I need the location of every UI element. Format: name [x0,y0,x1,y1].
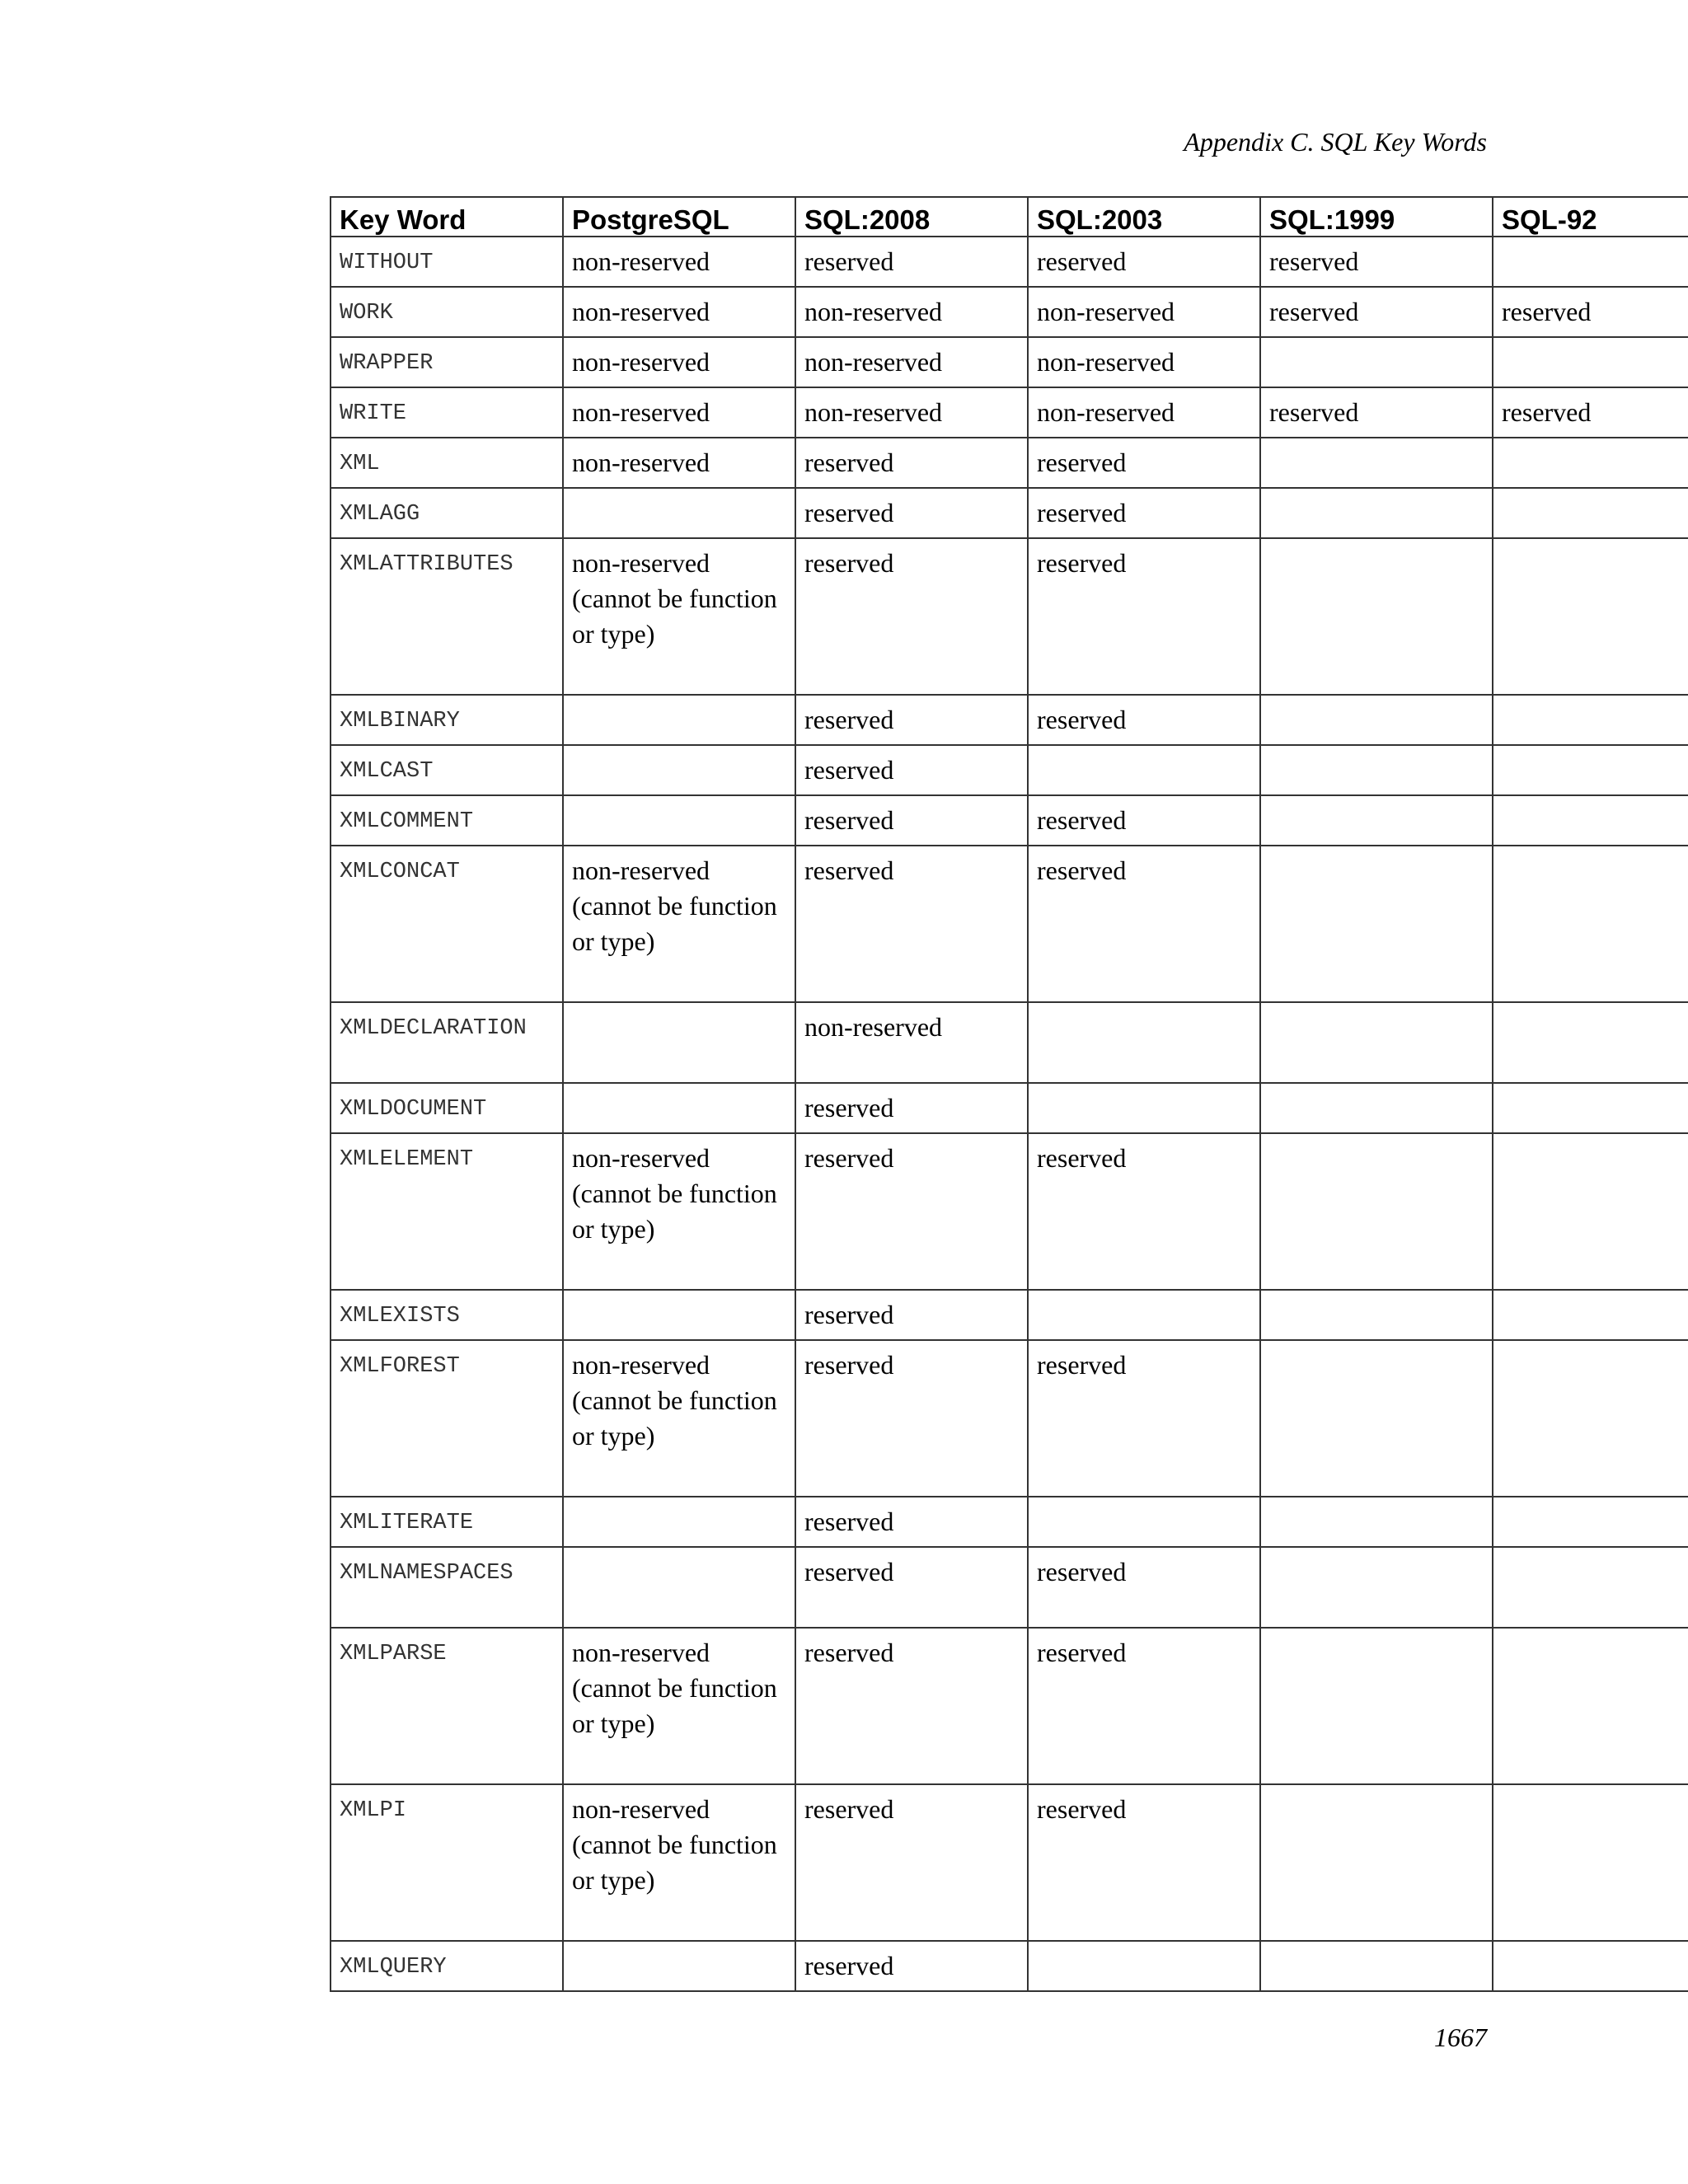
table-row [331,387,1688,438]
postgresql-cell: non-reserved [563,387,795,438]
sql92-cell [1493,695,1688,745]
sql2003-cell [1028,1290,1260,1340]
page-number: 1667 [1434,2022,1487,2052]
sql1999-cell [1260,1628,1493,1784]
postgresql-cell: non-reserved (cannot be function or type) [563,1340,795,1497]
postgresql-cell [563,1547,795,1628]
table-row [331,745,1688,795]
postgresql-cell [563,745,795,795]
sql2003-cell [1028,1497,1260,1547]
sql2008-cell: reserved [795,1290,1028,1340]
sql92-cell [1493,1628,1688,1784]
sql1999-cell [1260,1547,1493,1628]
column-header-keyword: Key Word [331,197,563,237]
keyword-cell: XMLNAMESPACES [331,1547,563,1628]
sql1999-cell [1260,488,1493,538]
header-row [331,197,1688,237]
postgresql-cell: non-reserved (cannot be function or type) [563,1628,795,1784]
sql2003-cell: reserved [1028,1547,1260,1628]
sql2008-cell: reserved [795,1941,1028,1991]
sql2008-cell: reserved [795,1133,1028,1290]
table-row [331,287,1688,337]
sql92-cell [1493,1941,1688,1991]
sql2003-cell: reserved [1028,795,1260,846]
sql92-cell [1493,438,1688,488]
table-row [331,695,1688,745]
table-row [331,1083,1688,1133]
sql2008-cell: non-reserved [795,287,1028,337]
keyword-cell: WITHOUT [331,237,563,287]
sql1999-cell [1260,1133,1493,1290]
table-row [331,1547,1688,1628]
sql2008-cell: reserved [795,1547,1028,1628]
sql2008-cell: reserved [795,237,1028,287]
sql1999-cell [1260,795,1493,846]
column-header-postgresql: PostgreSQL [563,197,795,237]
postgresql-cell [563,1290,795,1340]
sql92-cell [1493,1133,1688,1290]
sql2008-cell: reserved [795,1340,1028,1497]
table-row [331,795,1688,846]
sql92-cell [1493,337,1688,387]
sql2008-cell: reserved [795,538,1028,695]
keyword-cell: XMLAGG [331,488,563,538]
keyword-cell: XMLELEMENT [331,1133,563,1290]
sql92-cell [1493,538,1688,695]
postgresql-cell [563,1941,795,1991]
sql92-cell [1493,1784,1688,1941]
sql1999-cell [1260,1002,1493,1083]
sql92-cell [1493,1002,1688,1083]
postgresql-cell [563,488,795,538]
keyword-cell: XMLITERATE [331,1497,563,1547]
sql2008-cell: non-reserved [795,1002,1028,1083]
postgresql-cell: non-reserved (cannot be function or type) [563,846,795,1002]
sql2008-cell: reserved [795,1497,1028,1547]
sql2008-cell: reserved [795,1083,1028,1133]
table-row [331,1497,1688,1547]
sql2003-cell: reserved [1028,538,1260,695]
table-row [331,488,1688,538]
column-header-sql1999: SQL:1999 [1260,197,1493,237]
table-row [331,237,1688,287]
postgresql-cell: non-reserved [563,237,795,287]
sql1999-cell [1260,1290,1493,1340]
keyword-cell: XMLDECLARATION [331,1002,563,1083]
sql1999-cell [1260,1941,1493,1991]
sql2003-cell: reserved [1028,695,1260,745]
table-row [331,1340,1688,1497]
sql1999-cell [1260,438,1493,488]
keyword-table [330,196,1688,1992]
sql1999-cell [1260,337,1493,387]
keyword-cell: WRAPPER [331,337,563,387]
postgresql-cell [563,1002,795,1083]
keyword-cell: XMLCOMMENT [331,795,563,846]
sql2008-cell: non-reserved [795,337,1028,387]
column-header-sql2008: SQL:2008 [795,197,1028,237]
sql2003-cell: reserved [1028,237,1260,287]
postgresql-cell: non-reserved (cannot be function or type) [563,1784,795,1941]
sql2003-cell: reserved [1028,438,1260,488]
table-row [331,1290,1688,1340]
sql92-cell [1493,237,1688,287]
sql2003-cell: non-reserved [1028,337,1260,387]
sql2003-cell: reserved [1028,1628,1260,1784]
keyword-cell: XMLDOCUMENT [331,1083,563,1133]
keyword-cell: XML [331,438,563,488]
sql2008-cell: reserved [795,438,1028,488]
sql2003-cell: reserved [1028,1784,1260,1941]
table-row [331,337,1688,387]
column-header-sql92: SQL-92 [1493,197,1688,237]
sql92-cell [1493,1340,1688,1497]
keyword-cell: WORK [331,287,563,337]
keyword-cell: XMLPI [331,1784,563,1941]
sql2003-cell: reserved [1028,1340,1260,1497]
sql2003-cell: non-reserved [1028,287,1260,337]
sql2008-cell: reserved [795,745,1028,795]
sql2008-cell: reserved [795,488,1028,538]
keyword-cell: XMLBINARY [331,695,563,745]
table-row [331,1628,1688,1784]
sql2003-cell: reserved [1028,488,1260,538]
sql1999-cell: reserved [1260,237,1493,287]
table-row [331,1784,1688,1941]
sql1999-cell [1260,1784,1493,1941]
postgresql-cell [563,695,795,745]
sql92-cell [1493,1497,1688,1547]
table-row [331,1133,1688,1290]
sql1999-cell: reserved [1260,287,1493,337]
sql92-cell [1493,1083,1688,1133]
postgresql-cell [563,1497,795,1547]
table-row [331,438,1688,488]
sql2003-cell [1028,1083,1260,1133]
keyword-cell: XMLQUERY [331,1941,563,1991]
sql2003-cell [1028,745,1260,795]
postgresql-cell [563,1083,795,1133]
sql2003-cell: reserved [1028,846,1260,1002]
sql1999-cell [1260,1497,1493,1547]
column-header-sql2003: SQL:2003 [1028,197,1260,237]
postgresql-cell: non-reserved (cannot be function or type) [563,538,795,695]
postgresql-cell: non-reserved [563,438,795,488]
table-row [331,1002,1688,1083]
keyword-cell: WRITE [331,387,563,438]
table-row [331,846,1688,1002]
table-row [331,1941,1688,1991]
sql2003-cell: reserved [1028,1133,1260,1290]
sql1999-cell [1260,745,1493,795]
sql92-cell [1493,795,1688,846]
sql92-cell [1493,745,1688,795]
sql92-cell: reserved [1493,387,1688,438]
sql2003-cell [1028,1941,1260,1991]
postgresql-cell: non-reserved [563,287,795,337]
sql2008-cell: non-reserved [795,387,1028,438]
sql2008-cell: reserved [795,846,1028,1002]
sql92-cell [1493,1290,1688,1340]
sql2008-cell: reserved [795,1628,1028,1784]
sql92-cell: reserved [1493,287,1688,337]
sql1999-cell [1260,846,1493,1002]
keyword-cell: XMLFOREST [331,1340,563,1497]
sql2008-cell: reserved [795,1784,1028,1941]
sql2003-cell: non-reserved [1028,387,1260,438]
sql1999-cell [1260,695,1493,745]
keyword-cell: XMLEXISTS [331,1290,563,1340]
sql2008-cell: reserved [795,695,1028,745]
sql2008-cell: reserved [795,795,1028,846]
sql1999-cell [1260,538,1493,695]
keyword-cell: XMLPARSE [331,1628,563,1784]
keyword-cell: XMLCAST [331,745,563,795]
postgresql-cell [563,795,795,846]
running-header: Appendix C. SQL Key Words [1184,127,1487,157]
sql92-cell [1493,1547,1688,1628]
sql92-cell [1493,488,1688,538]
sql92-cell [1493,846,1688,1002]
keyword-cell: XMLATTRIBUTES [331,538,563,695]
postgresql-cell: non-reserved [563,337,795,387]
postgresql-cell: non-reserved (cannot be function or type) [563,1133,795,1290]
keyword-cell: XMLCONCAT [331,846,563,1002]
table-row [331,538,1688,695]
sql1999-cell [1260,1083,1493,1133]
sql2003-cell [1028,1002,1260,1083]
sql1999-cell: reserved [1260,387,1493,438]
sql1999-cell [1260,1340,1493,1497]
